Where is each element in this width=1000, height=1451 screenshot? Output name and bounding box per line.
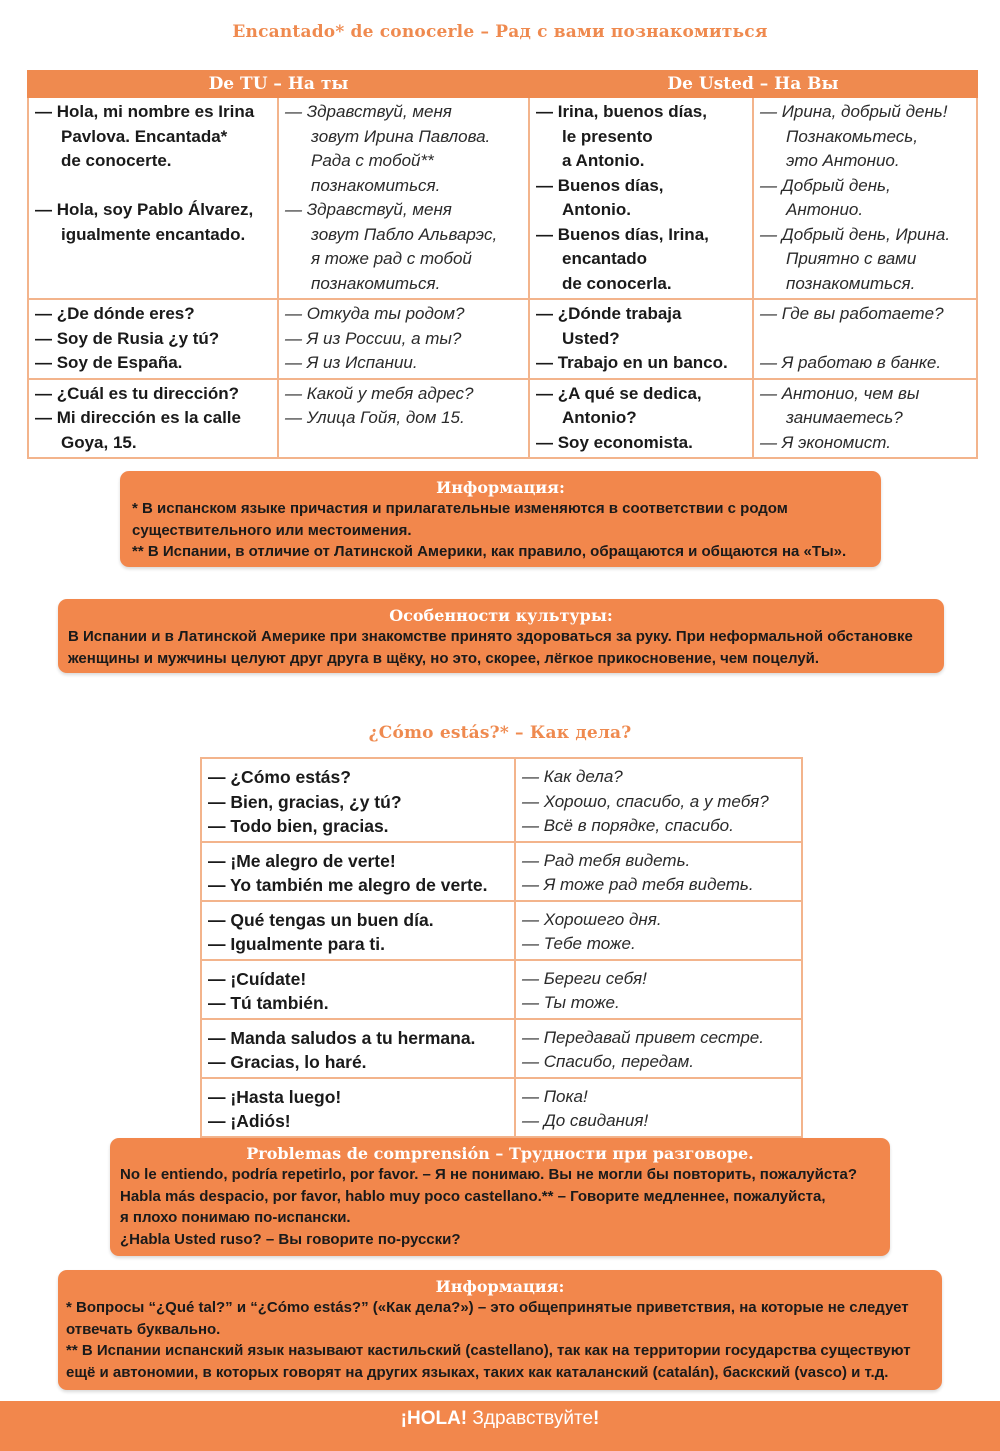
line: — Пока!	[522, 1086, 588, 1106]
line: — Soy de España.	[35, 353, 183, 372]
line: — Какой у тебя адрес?	[285, 383, 474, 403]
line: — ¿A qué se dedica,	[536, 383, 702, 403]
line: — Я тоже рад тебя видеть.	[522, 875, 754, 894]
cell-usted-russian	[753, 97, 977, 299]
info-line: отвечать буквально.	[66, 1320, 221, 1338]
line: — Igualmente para ti.	[208, 934, 385, 954]
line: — Хорошо, спасибо, а у тебя?	[522, 791, 769, 811]
line: — Хорошего дня.	[522, 909, 662, 929]
cell-spanish	[201, 1078, 515, 1137]
table-como-estas	[200, 757, 803, 1138]
line: — ¿Cómo estás?	[208, 767, 351, 787]
line: это Антонио.	[786, 151, 900, 170]
info-line: * В испанском языке причастия и прилагательные изменяются в соответствии с родом	[132, 500, 788, 517]
line: — ¡Adiós!	[208, 1111, 291, 1131]
line: — Здравствуй, меня	[285, 200, 452, 219]
cell-russian	[515, 1078, 802, 1137]
line: зовут Пабло Альварэс,	[311, 224, 498, 244]
table-row	[201, 1078, 802, 1137]
section-title-encantado: Encantado* de conocerle – Рад с вами познакомиться	[232, 22, 768, 42]
line: занимаетесь?	[786, 408, 903, 427]
cell-usted-spanish	[529, 379, 753, 459]
footer-exclamation: !	[593, 1408, 600, 1429]
line: — Buenos días,	[536, 175, 664, 195]
line: — Ирина, добрый день!	[760, 102, 948, 121]
line: Antonio.	[562, 200, 631, 219]
cell-tu-russian	[278, 379, 529, 459]
info-line: ** В Испании, в отличие от Латинской Америки, как правило, обращаются и общаются на «Ты».	[132, 543, 847, 560]
cell-spanish	[201, 842, 515, 901]
line: — Qué tengas un buen día.	[208, 909, 434, 930]
line: — Hola, mi nombre es Irina	[35, 102, 255, 121]
line: я тоже рад с тобой	[311, 249, 472, 268]
info-box-title: Информация:	[435, 1277, 565, 1296]
cell-tu-spanish	[28, 379, 278, 459]
line: познакомиться.	[786, 273, 916, 293]
line: — ¡Me alegro de verte!	[208, 850, 396, 871]
line: Usted?	[562, 328, 620, 348]
table-row	[201, 1019, 802, 1078]
table-row	[201, 758, 802, 842]
culture-line: В Испании и в Латинской Америке при знакомстве принято здороваться за руку. При неформальной обстановке	[68, 628, 913, 645]
line: — Береги себя!	[522, 968, 647, 988]
line: igualmente encantado.	[61, 224, 246, 244]
table-header-row	[28, 71, 977, 97]
section-title-como-estas: ¿Cómo estás?* – Как дела?	[368, 723, 632, 743]
spacer	[35, 174, 273, 199]
cell-usted-spanish	[529, 97, 753, 299]
line: — Я работаю в банке.	[760, 353, 942, 372]
problems-line: No le entiendo, podría repetirlo, por favor. – Я не понимаю. Вы не могли бы повторить, пожалуйста?	[120, 1166, 858, 1183]
line: — Irina, buenos días,	[536, 102, 707, 121]
line: познакомиться.	[311, 175, 441, 195]
line: de conocerte.	[61, 151, 172, 170]
line: — Добрый день, Ирина.	[760, 224, 951, 244]
cell-russian	[515, 758, 802, 842]
line: — Yo también me alegro de verte.	[208, 875, 488, 895]
line: — Добрый день,	[760, 175, 891, 195]
line: зовут Ирина Павлова.	[311, 126, 491, 146]
line: — ¿Dónde trabaja	[536, 304, 682, 323]
line: — Я из Испании.	[285, 353, 418, 372]
line: — Soy economista.	[536, 432, 693, 452]
line: — Ты тоже.	[522, 993, 620, 1012]
line: — Tú también.	[208, 993, 329, 1013]
line: — Trabajo en un banco.	[536, 353, 728, 372]
info-box-title: Информация:	[436, 478, 565, 497]
line: Рада с тобой**	[311, 151, 434, 170]
line: — Gracias, lo haré.	[208, 1052, 367, 1072]
line: Antonio?	[562, 408, 637, 427]
line: — Всё в порядке, спасибо.	[522, 816, 734, 835]
table-row	[201, 960, 802, 1019]
info-box-participles	[120, 471, 881, 567]
table-de-tu-de-usted	[27, 70, 978, 459]
line: a Antonio.	[562, 151, 645, 170]
line: — Здравствуй, меня	[285, 102, 452, 121]
line: — Manda saludos a tu hermana.	[208, 1027, 476, 1048]
line: — Рад тебя видеть.	[522, 850, 691, 870]
line: познакомиться.	[311, 273, 441, 293]
table-row	[28, 379, 977, 459]
info-line: ещё и автономии, в которых говорят на других языках, таких как каталанский (catalán), баскский (vasco) и т.д.	[66, 1363, 889, 1381]
cell-tu-spanish	[28, 299, 278, 379]
info-line: * Вопросы “¿Qué tal?” и “¿Cómo estás?” («Как дела?») – это общепринятые приветствия, на которые не следует	[66, 1299, 909, 1316]
problems-line: я плохо понимаю по-испански.	[120, 1209, 351, 1226]
header-de-usted: De Usted – На Вы	[529, 71, 977, 97]
table-row	[28, 299, 977, 379]
line: — Bien, gracias, ¿y tú?	[208, 791, 402, 812]
culture-box-title: Особенности культуры:	[389, 606, 613, 625]
line: — Где вы работаете?	[760, 304, 944, 323]
line: — Hola, soy Pablo Álvarez,	[35, 200, 254, 219]
cell-russian	[515, 960, 802, 1019]
line: — Спасибо, передам.	[522, 1052, 694, 1071]
cell-russian	[515, 842, 802, 901]
footer-hola: ¡HOLA!	[400, 1408, 468, 1429]
problems-box	[110, 1138, 890, 1256]
cell-tu-spanish	[28, 97, 278, 299]
culture-line: женщины и мужчины целуют друг друга в щёку, но это, скорее, лёгкое прикосновение, чем поцелуй.	[68, 649, 820, 667]
line: — ¡Hasta luego!	[208, 1086, 342, 1107]
line: Pavlova. Encantada*	[61, 126, 228, 146]
header-de-tu: De TU – На ты	[28, 71, 529, 97]
line: — Передавай привет сестре.	[522, 1027, 764, 1047]
line: Приятно с вами	[786, 249, 917, 268]
line: — Тебе тоже.	[522, 934, 636, 953]
table-row	[201, 842, 802, 901]
line: Goya, 15.	[61, 432, 137, 452]
line: — До свидания!	[522, 1111, 649, 1130]
problems-box-title: Problemas de comprensión – Трудности при разговоре.	[246, 1144, 754, 1163]
cell-usted-russian	[753, 379, 977, 459]
cell-spanish	[201, 758, 515, 842]
line: — Улица Гойя, дом 15.	[285, 408, 465, 427]
info-line: существительного или местоимения.	[132, 521, 412, 539]
cell-russian	[515, 1019, 802, 1078]
line: — Откуда ты родом?	[285, 304, 465, 323]
cell-tu-russian	[278, 299, 529, 379]
cell-spanish	[201, 1019, 515, 1078]
problems-line: ¿Habla Usted ruso? – Вы говорите по-русски?	[120, 1230, 461, 1248]
line: — Todo bien, gracias.	[208, 816, 389, 836]
footer-banner	[0, 1401, 1000, 1451]
line: de conocerla.	[562, 273, 672, 293]
table-row	[28, 97, 977, 299]
line: — Soy de Rusia ¿y tú?	[35, 328, 220, 348]
line: Антонио.	[786, 200, 864, 219]
line: le presento	[562, 126, 653, 146]
info-line: ** В Испании испанский язык называют кастильский (castellano), так как на территории государства существуют	[66, 1342, 911, 1359]
cell-spanish	[201, 960, 515, 1019]
cell-usted-spanish	[529, 299, 753, 379]
footer-text: Здравствуйте	[467, 1408, 594, 1429]
info-box-greetings	[58, 1270, 942, 1390]
line: — Я экономист.	[760, 432, 891, 452]
line: — Как дела?	[522, 767, 623, 786]
line: — ¡Cuídate!	[208, 968, 307, 989]
culture-box	[58, 599, 944, 673]
line: — ¿De dónde eres?	[35, 304, 195, 323]
line: — Buenos días, Irina,	[536, 224, 709, 244]
line: — Mi dirección es la calle	[35, 408, 241, 427]
cell-spanish	[201, 901, 515, 960]
line: — Я из России, а ты?	[285, 328, 462, 348]
table-row	[201, 901, 802, 960]
cell-usted-russian	[753, 299, 977, 379]
problems-line: Habla más despacio, por favor, hablo muy poco castellano.** – Говорите медленнее, пожалуйста,	[120, 1187, 826, 1205]
spacer	[760, 327, 972, 352]
line: — Антонио, чем вы	[760, 383, 920, 403]
line: Познакомьтесь,	[786, 126, 918, 146]
cell-tu-russian	[278, 97, 529, 299]
line: — ¿Cuál es tu dirección?	[35, 383, 240, 403]
line: encantado	[562, 249, 648, 268]
cell-russian	[515, 901, 802, 960]
